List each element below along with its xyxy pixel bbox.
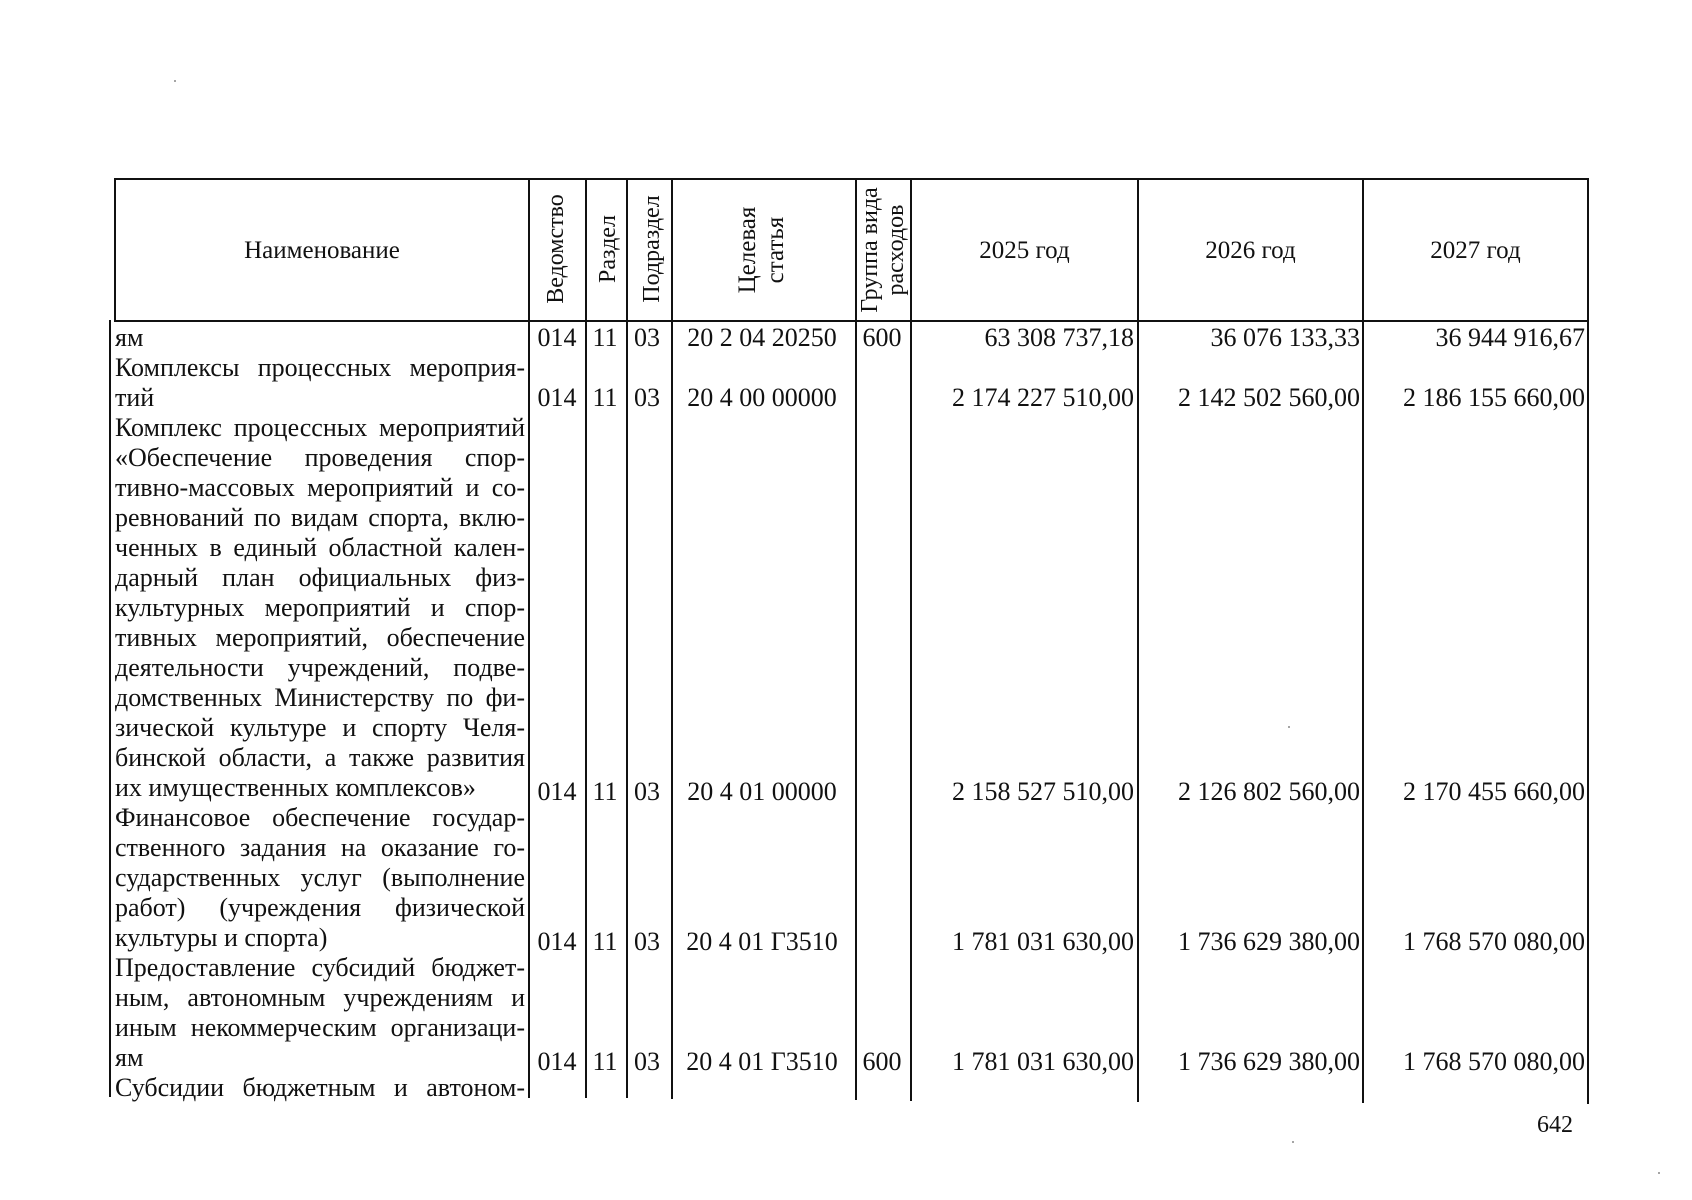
cell-y2027: 2 170 455 660,00 <box>1403 777 1585 806</box>
cell-razdel: 11 <box>592 777 618 806</box>
header-name: Наименование <box>244 237 400 264</box>
row-name-line: Комплексы процессных мероприя- <box>115 353 525 382</box>
col-divider-podrazdel <box>626 178 628 1098</box>
cell-podrazdel: 03 <box>634 383 660 412</box>
col-divider-ved <box>528 178 530 1098</box>
scan-speck <box>1292 1141 1294 1143</box>
row-name-line: тий <box>115 383 155 412</box>
header-bottom-border <box>114 320 1589 322</box>
header-gruppa-text: Группа вида расходов <box>857 187 909 313</box>
table-right-border <box>1587 178 1589 1104</box>
row-name <box>115 1073 525 1103</box>
cell-y2027: 2 186 155 660,00 <box>1403 383 1585 412</box>
row-name-line: домственных Министерству по фи- <box>115 683 525 712</box>
row-name-line: сударственных услуг (выполнение <box>115 863 525 892</box>
header-2025: 2025 год <box>979 237 1070 264</box>
row-name-line: «Обеспечение проведения спор- <box>115 443 525 472</box>
cell-celevaya: 20 2 04 20250 <box>687 323 837 352</box>
row-name <box>115 353 525 413</box>
row-name-line: культуры и спорта) <box>115 923 328 952</box>
row-name <box>115 413 525 803</box>
row-name-line: Субсидии бюджетным и автоном- <box>115 1073 525 1102</box>
row-name-line: ченных в единый областной кален- <box>115 533 525 562</box>
cell-ved: 014 <box>537 777 577 806</box>
scan-speck <box>1658 1172 1660 1174</box>
row-name-line: Финансовое обеспечение государ- <box>115 803 525 832</box>
cell-y2026: 1 736 629 380,00 <box>1178 1047 1360 1076</box>
row-name-line: ным, автономным учреждениям и <box>115 983 525 1012</box>
col-divider-celevaya <box>671 178 673 1099</box>
row-name-line: культурных мероприятий и спор- <box>115 593 525 622</box>
row-name-line: зической культуре и спорту Челя- <box>115 713 525 742</box>
table-top-border <box>114 178 1589 180</box>
row-name-line: работ) (учреждения физической <box>115 893 525 922</box>
cell-y2026: 2 142 502 560,00 <box>1178 383 1360 412</box>
cell-podrazdel: 03 <box>634 777 660 806</box>
cell-y2025: 1 781 031 630,00 <box>952 1047 1134 1076</box>
row-name-line: тивно-массовых мероприятий и со- <box>115 473 525 502</box>
header-podrazdel: Подраздел <box>639 195 665 303</box>
row-name <box>115 953 525 1073</box>
cell-ved: 014 <box>537 323 577 352</box>
col-divider-razdel <box>585 178 587 1098</box>
cell-y2025: 2 158 527 510,00 <box>952 777 1134 806</box>
row-name-line: их имущественных комплексов» <box>115 773 476 802</box>
table-left-border-body <box>109 320 111 1097</box>
header-2027: 2027 год <box>1430 237 1521 264</box>
row-name-line: дарный план официальных физ- <box>115 563 525 592</box>
header-gruppa <box>857 180 913 320</box>
cell-y2027: 1 768 570 080,00 <box>1403 1047 1585 1076</box>
cell-ved: 014 <box>537 927 577 956</box>
row-name-line: ям <box>115 323 144 352</box>
header-celevaya-text: Целевая статья <box>734 206 789 294</box>
cell-celevaya: 20 4 01 Г3510 <box>686 927 838 956</box>
cell-y2026: 2 126 802 560,00 <box>1178 777 1360 806</box>
cell-y2027: 36 944 916,67 <box>1435 323 1585 352</box>
cell-celevaya: 20 4 00 00000 <box>687 383 837 412</box>
cell-y2026: 36 076 133,33 <box>1210 323 1360 352</box>
cell-razdel: 11 <box>592 927 618 956</box>
row-name-line: ям <box>115 1043 144 1072</box>
cell-y2025: 1 781 031 630,00 <box>952 927 1134 956</box>
row-name-line: Предоставление субсидий бюджет- <box>115 953 525 982</box>
row-name-line: ревнований по видам спорта, вклю- <box>115 503 525 532</box>
cell-razdel: 11 <box>592 1047 618 1076</box>
row-name-line: Комплекс процессных мероприятий <box>115 413 525 442</box>
header-vedomstvo: Ведомство <box>543 194 569 304</box>
row-name-line: ственного задания на оказание го- <box>115 833 525 862</box>
cell-y2027: 1 768 570 080,00 <box>1403 927 1585 956</box>
header-celevaya <box>734 182 792 318</box>
cell-ved: 014 <box>537 1047 577 1076</box>
cell-celevaya: 20 4 01 Г3510 <box>686 1047 838 1076</box>
header-2026: 2026 год <box>1205 237 1296 264</box>
cell-razdel: 11 <box>592 383 618 412</box>
cell-celevaya: 20 4 01 00000 <box>687 777 837 806</box>
scan-speck <box>1288 726 1290 728</box>
row-name-line: иным некоммерческим организаци- <box>115 1013 525 1042</box>
col-divider-2027 <box>1362 178 1364 1103</box>
scan-speck <box>174 80 176 82</box>
cell-y2025: 2 174 227 510,00 <box>952 383 1134 412</box>
cell-y2026: 1 736 629 380,00 <box>1178 927 1360 956</box>
row-name-line: бинской области, а также развития <box>115 743 525 772</box>
cell-podrazdel: 03 <box>634 323 660 352</box>
col-divider-2026 <box>1137 178 1139 1102</box>
page-number: 642 <box>1537 1112 1573 1138</box>
cell-gruppa: 600 <box>862 323 902 352</box>
cell-ved: 014 <box>537 383 577 412</box>
cell-podrazdel: 03 <box>634 1047 660 1076</box>
header-razdel: Раздел <box>595 215 621 283</box>
row-name <box>115 323 525 353</box>
row-name <box>115 803 525 953</box>
row-name-line: тивных мероприятий, обеспечение <box>115 623 525 652</box>
cell-podrazdel: 03 <box>634 927 660 956</box>
row-name-line: деятельности учреждений, подве- <box>115 653 525 682</box>
cell-gruppa: 600 <box>862 1047 902 1076</box>
cell-y2025: 63 308 737,18 <box>984 323 1134 352</box>
cell-razdel: 11 <box>592 323 618 352</box>
